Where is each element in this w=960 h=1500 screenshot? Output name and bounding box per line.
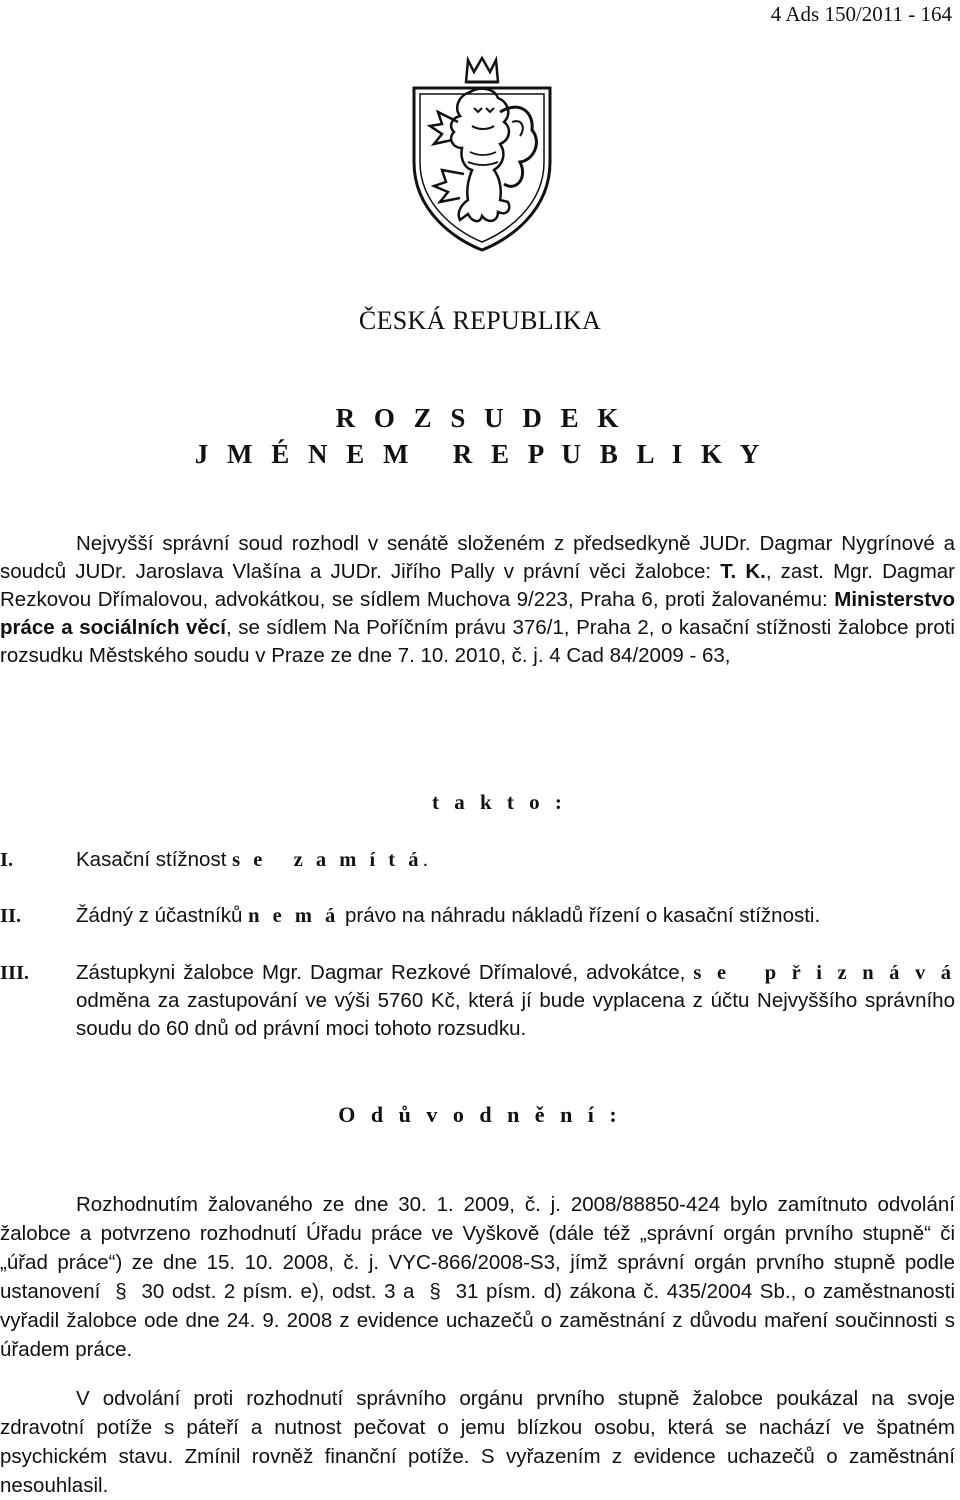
intro-paragraph: [0, 530, 955, 670]
ruling-number: I.: [0, 849, 14, 871]
reasoning-text-1b: 30 odst. 2 písm. e), odst. 3 a: [133, 1280, 423, 1303]
reasoning-paragraph: [0, 1384, 955, 1500]
reasoning-text-1c: 31 písm. d) zákona č. 435/2004 Sb., o zaměstnanosti vyřadil žalobce ode dne 24. 9. 2008 z evidence uchazečů o zaměstnání z důvodu maření součinnosti s úřadem práce.: [0, 1280, 956, 1361]
ruling-text: Zástupkyni žalobce Mgr. Dagmar Rezkové Dřímalové, advokátce,: [76, 961, 694, 984]
ruling-text-end: .: [422, 848, 429, 871]
ruling-number: II.: [0, 905, 22, 927]
section-sign-icon: §: [115, 1280, 127, 1303]
ruling-item: [0, 902, 955, 930]
coat-of-arms-icon: [408, 52, 556, 252]
reasoning-text-1a: Rozhodnutím žalovaného ze dne 30. 1. 2009, č. j. 2008/88850-424 bylo zamítnuto odvolání žalobce a potvrzeno rozhodnutí Úřadu práce ve Vyškově (dále též „správní orgán prvního stupně“ či „úřad práce“) ze dne 15. 10. 2008, č. j. VYC-866/2008-S3, jímž správní orgán prvního stupně podle ustanovení: [0, 1193, 955, 1303]
intro-text-2: , zast. Mgr. Dagmar Rezkovou Dřímalovou, advokátkou, se sídlem Muchova 9/223, Praha 6, proti žalovanému:: [0, 560, 955, 611]
ruling-keyword: n e m á: [248, 905, 340, 927]
section-sign-icon: §: [429, 1280, 441, 1303]
ruling-keyword: s e z a m í t á: [232, 849, 423, 871]
plaintiff-name: T. K.: [720, 560, 766, 583]
ruling-number: III.: [0, 962, 30, 984]
ruling-text: Kasační stížnost: [76, 848, 233, 871]
reasoning-text-2: V odvolání proti rozhodnutí správního orgánu prvního stupně žalobce poukázal na svoje zdravotní potíže s páteří a nutnost pečovat o jemu blízkou osobu, která se nachází ve špatném psychickém stavu. Zmínil rovněž finanční potíže. S vyřazením z evidence uchazečů o zaměstnání nesouhlasil.: [0, 1387, 955, 1497]
intro-text-1: Nejvyšší správní soud rozhodl v senátě složeném z předsedkyně JUDr. Dagmar Nygrínové a soudců JUDr. Jaroslava Vlašína a JUDr. Jiřího Pally v právní věci žalobce:: [0, 532, 955, 583]
ruling-item: [0, 846, 955, 874]
intro-text-3: , se sídlem Na Poříčním právu 376/1, Praha 2, o kasační stížnosti žalobce proti rozsudku Městského soudu v Praze ze dne 7. 10. 2010, č. j. 4 Cad 84/2009 - 63,: [0, 616, 955, 667]
ruling-keyword: s e p ř i z n á v á: [693, 962, 955, 984]
ruling-text: Žádný z účastníků: [76, 904, 249, 927]
ruling-text-end: odměna za zastupování ve výši 5760 Kč, která jí bude vyplacena z účtu Nejvyššího správního soudu do 60 dnů od právní moci tohoto rozsudku.: [76, 989, 955, 1040]
verdict-subtitle: J M É N E M R E P U B L I K Y: [194, 439, 766, 469]
ruling-text-end: právo na náhradu nákladů řízení o kasační stížnosti.: [339, 904, 821, 927]
defendant-name: Ministerstvo práce a sociálních věcí: [0, 588, 955, 639]
case-reference: 4 Ads 150/2011 - 164: [770, 2, 952, 26]
ruling-item: [0, 959, 955, 1043]
takto-heading: t a k t o :: [432, 790, 567, 814]
country-heading: ČESKÁ REPUBLIKA: [358, 306, 602, 335]
reasoning-heading: O d ů v o d n ě n í :: [338, 1102, 622, 1127]
verdict-heading: [0, 400, 960, 472]
verdict-title: R O Z S U D E K: [335, 403, 625, 433]
reasoning-paragraph: [0, 1190, 955, 1364]
